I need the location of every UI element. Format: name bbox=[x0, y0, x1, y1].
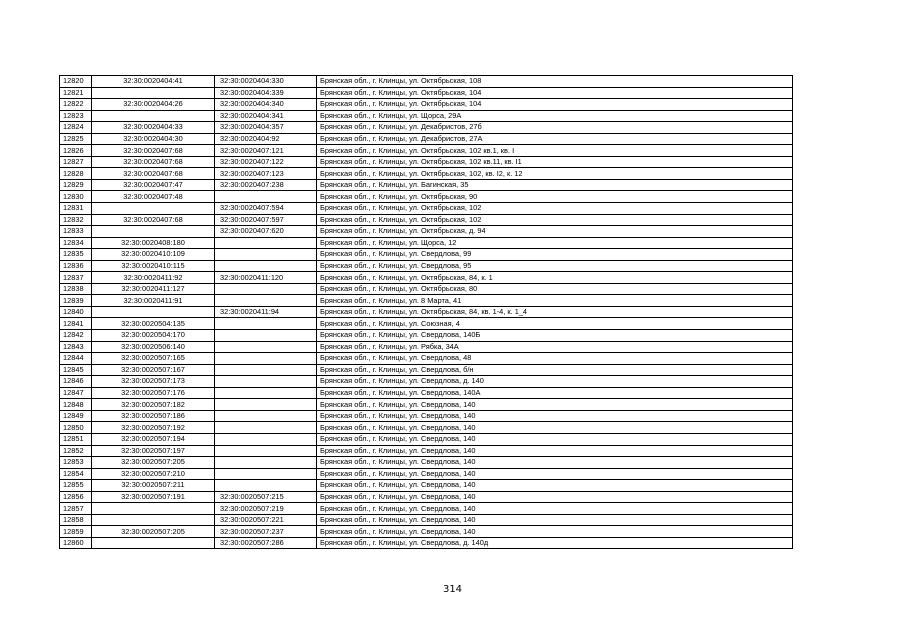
row-number-cell: 12856 bbox=[60, 491, 92, 503]
land-cadastral-number-cell bbox=[92, 203, 215, 215]
table-row bbox=[60, 341, 793, 353]
land-cadastral-number-cell: 32:30:0020507:167 bbox=[92, 364, 215, 376]
land-cadastral-number-cell: 32:30:0020407:47 bbox=[92, 179, 215, 191]
row-number-cell: 12829 bbox=[60, 179, 92, 191]
land-cadastral-number-cell: 32:30:0020407:68 bbox=[92, 214, 215, 226]
table-row bbox=[60, 110, 793, 122]
address-cell: Брянская обл., г. Клинцы, ул. Свердлова, 140 bbox=[317, 410, 793, 422]
land-cadastral-number-cell: 32:30:0020408:180 bbox=[92, 237, 215, 249]
address-cell: Брянская обл., г. Клинцы, ул. Свердлова, 140 bbox=[317, 514, 793, 526]
row-number-cell: 12833 bbox=[60, 226, 92, 238]
building-cadastral-number-cell bbox=[215, 468, 317, 480]
building-cadastral-number-cell: 32:30:0020404:357 bbox=[215, 122, 317, 134]
address-cell: Брянская обл., г. Клинцы, ул. Свердлова, 140 bbox=[317, 433, 793, 445]
building-cadastral-number-cell bbox=[215, 399, 317, 411]
land-cadastral-number-cell: 32:30:0020407:68 bbox=[92, 145, 215, 157]
table-row bbox=[60, 306, 793, 318]
row-number-cell: 12830 bbox=[60, 191, 92, 203]
land-cadastral-number-cell: 32:30:0020507:182 bbox=[92, 399, 215, 411]
address-cell: Брянская обл., г. Клинцы, ул. Свердлова, 140А bbox=[317, 387, 793, 399]
building-cadastral-number-cell: 32:30:0020411:120 bbox=[215, 272, 317, 284]
row-number-cell: 12832 bbox=[60, 214, 92, 226]
building-cadastral-number-cell bbox=[215, 191, 317, 203]
table-row bbox=[60, 133, 793, 145]
table-row bbox=[60, 353, 793, 365]
land-cadastral-number-cell: 32:30:0020507:211 bbox=[92, 480, 215, 492]
land-cadastral-number-cell: 32:30:0020507:210 bbox=[92, 468, 215, 480]
row-number-cell: 12857 bbox=[60, 503, 92, 515]
building-cadastral-number-cell: 32:30:0020404:340 bbox=[215, 99, 317, 111]
address-cell: Брянская обл., г. Клинцы, ул. Союзная, 4 bbox=[317, 318, 793, 330]
table-row bbox=[60, 191, 793, 203]
land-cadastral-number-cell: 32:30:0020407:48 bbox=[92, 191, 215, 203]
row-number-cell: 12838 bbox=[60, 283, 92, 295]
building-cadastral-number-cell bbox=[215, 445, 317, 457]
row-number-cell: 12845 bbox=[60, 364, 92, 376]
table-row bbox=[60, 272, 793, 284]
land-cadastral-number-cell: 32:30:0020507:194 bbox=[92, 433, 215, 445]
row-number-cell: 12849 bbox=[60, 410, 92, 422]
address-cell: Брянская обл., г. Клинцы, ул. Октябрьская, 84, кв. 1-4, к. 1_4 bbox=[317, 306, 793, 318]
land-cadastral-number-cell: 32:30:0020504:135 bbox=[92, 318, 215, 330]
land-cadastral-number-cell: 32:30:0020507:186 bbox=[92, 410, 215, 422]
table-row bbox=[60, 330, 793, 342]
land-cadastral-number-cell bbox=[92, 503, 215, 515]
land-cadastral-number-cell: 32:30:0020506:140 bbox=[92, 341, 215, 353]
land-cadastral-number-cell bbox=[92, 87, 215, 99]
land-cadastral-number-cell: 32:30:0020407:68 bbox=[92, 168, 215, 180]
table-row bbox=[60, 99, 793, 111]
address-cell: Брянская обл., г. Клинцы, ул. Щорса, 29А bbox=[317, 110, 793, 122]
land-cadastral-number-cell: 32:30:0020410:109 bbox=[92, 249, 215, 261]
table-row bbox=[60, 295, 793, 307]
row-number-cell: 12820 bbox=[60, 76, 92, 88]
row-number-cell: 12842 bbox=[60, 330, 92, 342]
address-cell: Брянская обл., г. Клинцы, ул. Свердлова, б/н bbox=[317, 364, 793, 376]
address-cell: Брянская обл., г. Клинцы, ул. Октябрьская, д. 94 bbox=[317, 226, 793, 238]
row-number-cell: 12824 bbox=[60, 122, 92, 134]
row-number-cell: 12854 bbox=[60, 468, 92, 480]
land-cadastral-number-cell: 32:30:0020507:165 bbox=[92, 353, 215, 365]
land-cadastral-number-cell: 32:30:0020404:41 bbox=[92, 76, 215, 88]
registry-table-body bbox=[60, 76, 793, 549]
row-number-cell: 12847 bbox=[60, 387, 92, 399]
row-number-cell: 12839 bbox=[60, 295, 92, 307]
table-row bbox=[60, 433, 793, 445]
row-number-cell: 12851 bbox=[60, 433, 92, 445]
table-row bbox=[60, 226, 793, 238]
building-cadastral-number-cell: 32:30:0020407:123 bbox=[215, 168, 317, 180]
row-number-cell: 12853 bbox=[60, 457, 92, 469]
building-cadastral-number-cell: 32:30:0020507:215 bbox=[215, 491, 317, 503]
building-cadastral-number-cell bbox=[215, 387, 317, 399]
building-cadastral-number-cell bbox=[215, 410, 317, 422]
address-cell: Брянская обл., г. Клинцы, ул. Октябрьская, 102 bbox=[317, 203, 793, 215]
building-cadastral-number-cell: 32:30:0020404:330 bbox=[215, 76, 317, 88]
address-cell: Брянская обл., г. Клинцы, ул. Свердлова, д. 140 bbox=[317, 376, 793, 388]
address-cell: Брянская обл., г. Клинцы, ул. Октябрьская, 102 кв.11, кв. I1 bbox=[317, 156, 793, 168]
row-number-cell: 12855 bbox=[60, 480, 92, 492]
table-row bbox=[60, 480, 793, 492]
address-cell: Брянская обл., г. Клинцы, ул. Свердлова, 140 bbox=[317, 468, 793, 480]
land-cadastral-number-cell: 32:30:0020407:68 bbox=[92, 156, 215, 168]
address-cell: Брянская обл., г. Клинцы, ул. Свердлова, 140 bbox=[317, 526, 793, 538]
building-cadastral-number-cell: 32:30:0020411:94 bbox=[215, 306, 317, 318]
building-cadastral-number-cell: 32:30:0020407:122 bbox=[215, 156, 317, 168]
row-number-cell: 12827 bbox=[60, 156, 92, 168]
building-cadastral-number-cell: 32:30:0020407:594 bbox=[215, 203, 317, 215]
table-row bbox=[60, 514, 793, 526]
building-cadastral-number-cell bbox=[215, 249, 317, 261]
row-number-cell: 12844 bbox=[60, 353, 92, 365]
address-cell: Брянская обл., г. Клинцы, ул. Октябрьская, 102, кв. I2, к. 12 bbox=[317, 168, 793, 180]
building-cadastral-number-cell: 32:30:0020404:339 bbox=[215, 87, 317, 99]
building-cadastral-number-cell bbox=[215, 318, 317, 330]
land-cadastral-number-cell: 32:30:0020411:127 bbox=[92, 283, 215, 295]
row-number-cell: 12825 bbox=[60, 133, 92, 145]
land-cadastral-number-cell bbox=[92, 514, 215, 526]
building-cadastral-number-cell bbox=[215, 295, 317, 307]
address-cell: Брянская обл., г. Клинцы, ул. Октябрьская, 90 bbox=[317, 191, 793, 203]
building-cadastral-number-cell: 32:30:0020407:121 bbox=[215, 145, 317, 157]
land-cadastral-number-cell: 32:30:0020410:115 bbox=[92, 260, 215, 272]
table-row bbox=[60, 376, 793, 388]
building-cadastral-number-cell bbox=[215, 237, 317, 249]
address-cell: Брянская обл., г. Клинцы, ул. Свердлова, 140 bbox=[317, 422, 793, 434]
table-row bbox=[60, 457, 793, 469]
address-cell: Брянская обл., г. Клинцы, ул. Свердлова, 99 bbox=[317, 249, 793, 261]
address-cell: Брянская обл., г. Клинцы, ул. Свердлова, 140Б bbox=[317, 330, 793, 342]
table-row bbox=[60, 410, 793, 422]
row-number-cell: 12835 bbox=[60, 249, 92, 261]
building-cadastral-number-cell: 32:30:0020507:237 bbox=[215, 526, 317, 538]
table-row bbox=[60, 168, 793, 180]
row-number-cell: 12822 bbox=[60, 99, 92, 111]
address-cell: Брянская обл., г. Клинцы, ул. Свердлова, 140 bbox=[317, 503, 793, 515]
address-cell: Брянская обл., г. Клинцы, ул. Октябрьская, 104 bbox=[317, 99, 793, 111]
row-number-cell: 12852 bbox=[60, 445, 92, 457]
building-cadastral-number-cell bbox=[215, 457, 317, 469]
table-row bbox=[60, 283, 793, 295]
land-cadastral-number-cell: 32:30:0020404:33 bbox=[92, 122, 215, 134]
table-row bbox=[60, 122, 793, 134]
table-row bbox=[60, 203, 793, 215]
building-cadastral-number-cell bbox=[215, 353, 317, 365]
building-cadastral-number-cell: 32:30:0020507:286 bbox=[215, 537, 317, 549]
building-cadastral-number-cell: 32:30:0020407:597 bbox=[215, 214, 317, 226]
row-number-cell: 12840 bbox=[60, 306, 92, 318]
row-number-cell: 12831 bbox=[60, 203, 92, 215]
land-cadastral-number-cell bbox=[92, 537, 215, 549]
building-cadastral-number-cell: 32:30:0020507:221 bbox=[215, 514, 317, 526]
building-cadastral-number-cell bbox=[215, 480, 317, 492]
address-cell: Брянская обл., г. Клинцы, ул. Свердлова, 140 bbox=[317, 445, 793, 457]
address-cell: Брянская обл., г. Клинцы, ул. 8 Марта, 41 bbox=[317, 295, 793, 307]
land-cadastral-number-cell: 32:30:0020507:176 bbox=[92, 387, 215, 399]
table-row bbox=[60, 87, 793, 99]
land-cadastral-number-cell: 32:30:0020404:26 bbox=[92, 99, 215, 111]
land-cadastral-number-cell: 32:30:0020411:92 bbox=[92, 272, 215, 284]
table-row bbox=[60, 260, 793, 272]
address-cell: Брянская обл., г. Клинцы, ул. Октябрьская, 102 кв.1, кв. I bbox=[317, 145, 793, 157]
table-row bbox=[60, 237, 793, 249]
row-number-cell: 12859 bbox=[60, 526, 92, 538]
table-row bbox=[60, 214, 793, 226]
building-cadastral-number-cell: 32:30:0020407:620 bbox=[215, 226, 317, 238]
address-cell: Брянская обл., г. Клинцы, ул. Декабристов, 27А bbox=[317, 133, 793, 145]
address-cell: Брянская обл., г. Клинцы, ул. Октябрьская, 104 bbox=[317, 87, 793, 99]
land-cadastral-number-cell: 32:30:0020504:170 bbox=[92, 330, 215, 342]
building-cadastral-number-cell: 32:30:0020407:238 bbox=[215, 179, 317, 191]
address-cell: Брянская обл., г. Клинцы, ул. Рябка, 34А bbox=[317, 341, 793, 353]
address-cell: Брянская обл., г. Клинцы, ул. Декабристов, 27б bbox=[317, 122, 793, 134]
table-row bbox=[60, 468, 793, 480]
building-cadastral-number-cell bbox=[215, 330, 317, 342]
address-cell: Брянская обл., г. Клинцы, ул. Октябрьская, 80 bbox=[317, 283, 793, 295]
row-number-cell: 12848 bbox=[60, 399, 92, 411]
address-cell: Брянская обл., г. Клинцы, ул. Октябрьская, 102 bbox=[317, 214, 793, 226]
row-number-cell: 12837 bbox=[60, 272, 92, 284]
address-cell: Брянская обл., г. Клинцы, ул. Щорса, 12 bbox=[317, 237, 793, 249]
building-cadastral-number-cell: 32:30:0020507:219 bbox=[215, 503, 317, 515]
building-cadastral-number-cell bbox=[215, 433, 317, 445]
row-number-cell: 12843 bbox=[60, 341, 92, 353]
table-row bbox=[60, 422, 793, 434]
building-cadastral-number-cell: 32:30:0020404:92 bbox=[215, 133, 317, 145]
row-number-cell: 12850 bbox=[60, 422, 92, 434]
table-row bbox=[60, 537, 793, 549]
table-row bbox=[60, 249, 793, 261]
table-row bbox=[60, 156, 793, 168]
land-cadastral-number-cell: 32:30:0020404:30 bbox=[92, 133, 215, 145]
address-cell: Брянская обл., г. Клинцы, ул. Багинская, 35 bbox=[317, 179, 793, 191]
land-cadastral-number-cell: 32:30:0020507:173 bbox=[92, 376, 215, 388]
address-cell: Брянская обл., г. Клинцы, ул. Свердлова, 95 bbox=[317, 260, 793, 272]
table-row bbox=[60, 445, 793, 457]
land-cadastral-number-cell bbox=[92, 110, 215, 122]
land-cadastral-number-cell: 32:30:0020507:205 bbox=[92, 526, 215, 538]
page-number: 314 bbox=[442, 584, 463, 595]
row-number-cell: 12823 bbox=[60, 110, 92, 122]
table-row bbox=[60, 526, 793, 538]
land-cadastral-number-cell: 32:30:0020507:205 bbox=[92, 457, 215, 469]
address-cell: Брянская обл., г. Клинцы, ул. Свердлова, 48 bbox=[317, 353, 793, 365]
building-cadastral-number-cell: 32:30:0020404:341 bbox=[215, 110, 317, 122]
address-cell: Брянская обл., г. Клинцы, ул. Свердлова, 140 bbox=[317, 399, 793, 411]
table-row bbox=[60, 491, 793, 503]
land-cadastral-number-cell: 32:30:0020507:197 bbox=[92, 445, 215, 457]
table-row bbox=[60, 364, 793, 376]
row-number-cell: 12826 bbox=[60, 145, 92, 157]
address-cell: Брянская обл., г. Клинцы, ул. Свердлова, 140 bbox=[317, 457, 793, 469]
table-row bbox=[60, 179, 793, 191]
address-cell: Брянская обл., г. Клинцы, ул. Свердлова, д. 140д bbox=[317, 537, 793, 549]
table-row bbox=[60, 387, 793, 399]
address-cell: Брянская обл., г. Клинцы, ул. Свердлова, 140 bbox=[317, 480, 793, 492]
table-row bbox=[60, 503, 793, 515]
row-number-cell: 12858 bbox=[60, 514, 92, 526]
building-cadastral-number-cell bbox=[215, 341, 317, 353]
row-number-cell: 12836 bbox=[60, 260, 92, 272]
table-row bbox=[60, 145, 793, 157]
address-cell: Брянская обл., г. Клинцы, ул. Октябрьская, 108 bbox=[317, 76, 793, 88]
land-cadastral-number-cell bbox=[92, 306, 215, 318]
address-cell: Брянская обл., г. Клинцы, ул. Свердлова, 140 bbox=[317, 491, 793, 503]
row-number-cell: 12846 bbox=[60, 376, 92, 388]
table-row bbox=[60, 318, 793, 330]
row-number-cell: 12821 bbox=[60, 87, 92, 99]
land-cadastral-number-cell: 32:30:0020411:91 bbox=[92, 295, 215, 307]
table-row bbox=[60, 399, 793, 411]
row-number-cell: 12834 bbox=[60, 237, 92, 249]
row-number-cell: 12841 bbox=[60, 318, 92, 330]
building-cadastral-number-cell bbox=[215, 260, 317, 272]
building-cadastral-number-cell bbox=[215, 283, 317, 295]
address-cell: Брянская обл., г. Клинцы, ул. Октябрьская, 84, к. 1 bbox=[317, 272, 793, 284]
land-cadastral-number-cell: 32:30:0020507:191 bbox=[92, 491, 215, 503]
building-cadastral-number-cell bbox=[215, 422, 317, 434]
row-number-cell: 12860 bbox=[60, 537, 92, 549]
registry-table bbox=[59, 75, 793, 549]
building-cadastral-number-cell bbox=[215, 364, 317, 376]
building-cadastral-number-cell bbox=[215, 376, 317, 388]
land-cadastral-number-cell: 32:30:0020507:192 bbox=[92, 422, 215, 434]
row-number-cell: 12828 bbox=[60, 168, 92, 180]
table-row bbox=[60, 76, 793, 88]
land-cadastral-number-cell bbox=[92, 226, 215, 238]
